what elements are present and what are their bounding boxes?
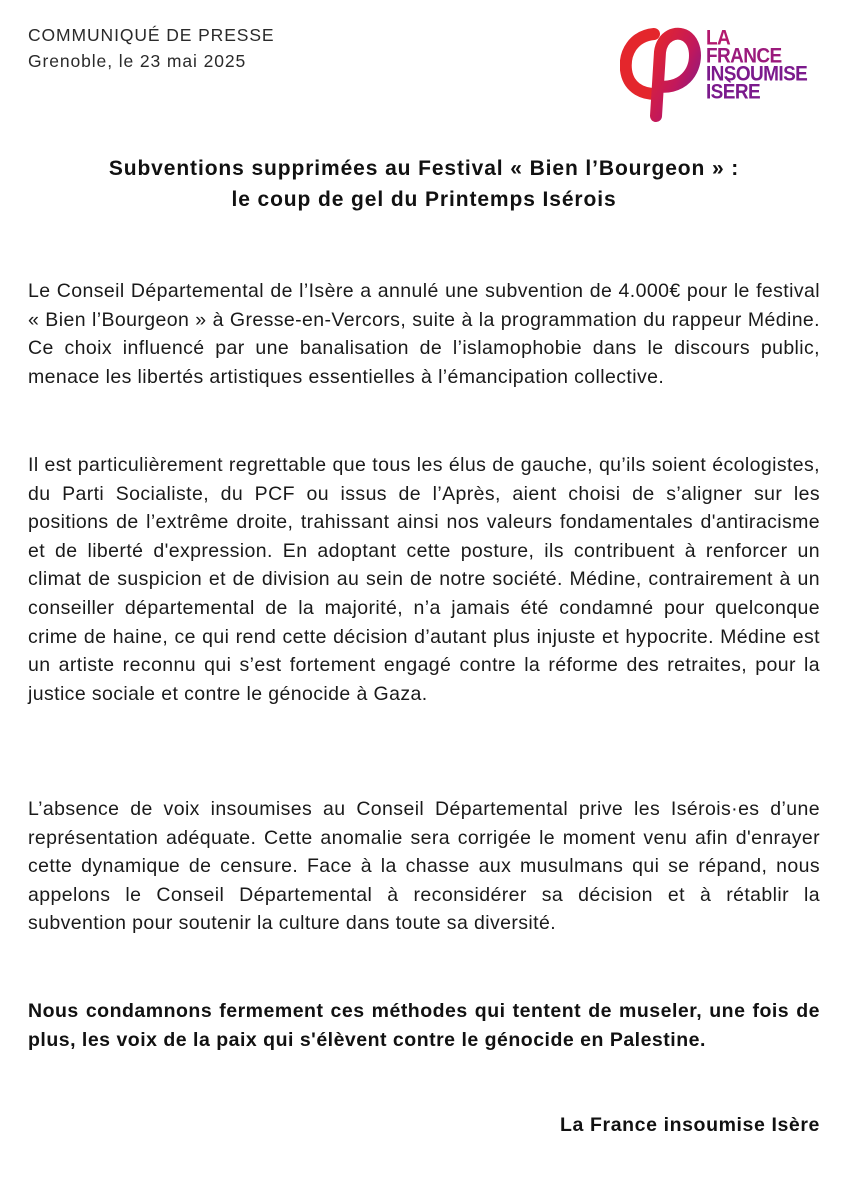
paragraph-conclusion: Nous condamnons fermement ces méthodes qui tentent de museler, une fois de plus, les voix de la paix qui s'élèvent contre le génocide en Palestine. xyxy=(28,1000,820,1051)
press-release-label: COMMUNIQUÉ DE PRESSE xyxy=(28,25,275,45)
paragraph-1: Le Conseil Départemental de l’Isère a annulé une subvention de 4.000€ pour le festival « Bien l’Bourgeon » à Gresse-en-Vercors, suite à la programmation du rappeur Médine. Ce choix influencé par une banalisation de l’islamophobie dans le discours public, menace les libertés artistiques essentielles à l’émancipation collective. xyxy=(28,280,820,388)
signature: La France insoumise Isère xyxy=(560,1114,820,1136)
logo-line-france: FRANCE xyxy=(706,44,782,69)
paragraph-2: Il est particulièrement regrettable que tous les élus de gauche, qu’ils soient écologistes, du Parti Socialiste, du PCF ou issus de l’Après, aient choisi de s’aligner sur les positions de l’extrême droite, trahissant ainsi nos valeurs fondamentales d'antiracisme et de liberté d'expression. En adoptant cette posture, ils contribuent à renforcer un climat de suspicion et de division au sein de notre société. Médine, contrairement à un conseiller départemental de la majorité, n’a jamais été condamné pour quelconque crime de haine, ce qui rend cette décision d’autant plus injuste et hypocrite. Médine est un artiste reconnu qui s’est fortement engagé contre la réforme des retraites, pour la justice sociale et contre le génocide à Gaza. xyxy=(28,454,820,705)
logo-line-insoumise: INSOUMISE xyxy=(706,62,808,86)
paragraph-3: L’absence de voix insoumises au Conseil Départemental prive les Isérois·es d’une représentation adéquate. Cette anomalie sera corrigée le moment venu afin d'enrayer cette dynamique de censure. Face à la chasse aux musulmans qui se répand, nous appelons le Conseil Départemental à reconsidérer sa décision et à rétablir la subvention pour soutenir la culture dans toute sa diversité. xyxy=(28,798,820,935)
header-block xyxy=(28,22,275,74)
logo-line-isere: ISÈRE xyxy=(706,80,761,104)
lfi-isere-logo xyxy=(620,22,810,122)
place-date: Grenoble, le 23 mai 2025 xyxy=(28,51,247,71)
logo-wordmark xyxy=(706,26,808,104)
logo-line-la: LA xyxy=(706,26,731,51)
title-line-2: le coup de gel du Printemps Isérois xyxy=(231,188,617,211)
page-title xyxy=(0,153,848,215)
title-line-1: Subventions supprimées au Festival « Bien l’Bourgeon » : xyxy=(108,157,740,180)
phi-symbol-icon xyxy=(620,22,704,122)
